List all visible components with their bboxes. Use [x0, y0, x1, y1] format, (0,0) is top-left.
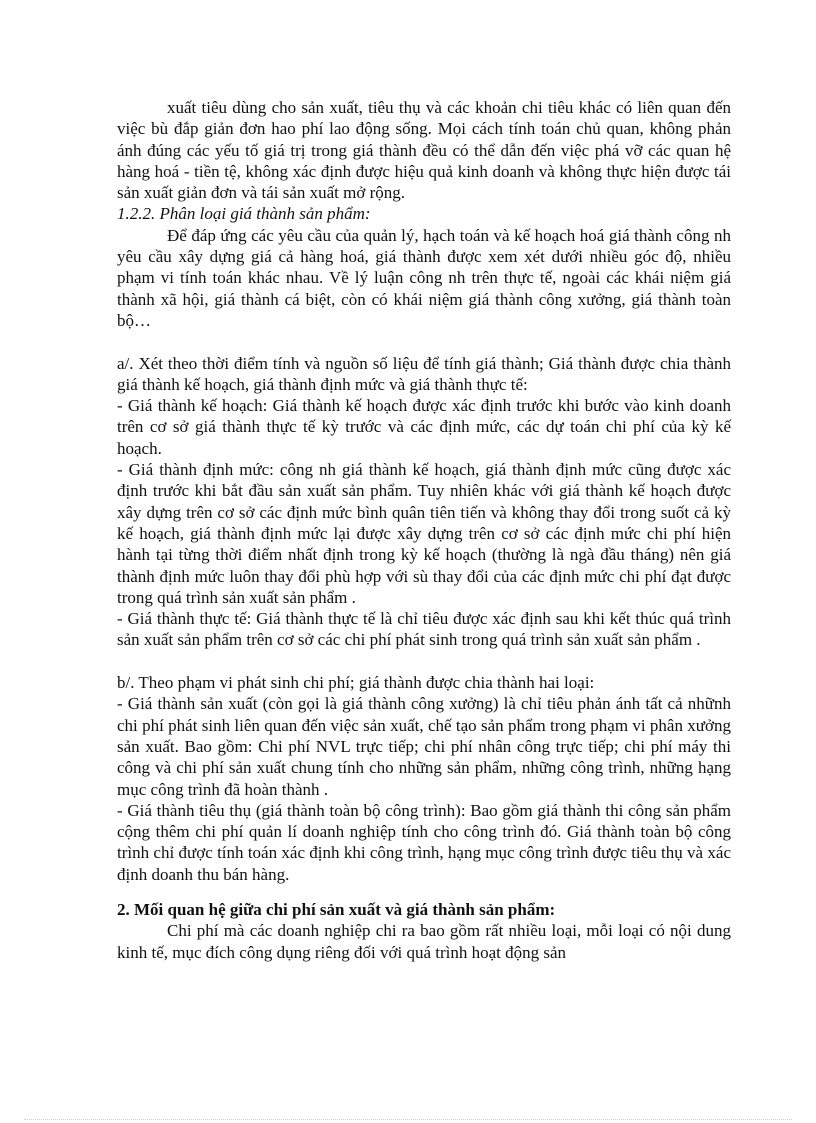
- paragraph-b-scope: b/. Theo phạm vi phát sinh chi phí; giá thành được chia thành hai loại:: [117, 673, 595, 693]
- page-bottom-divider: [24, 1119, 792, 1120]
- paragraph-normative-cost: - Giá thành định mức: công nh giá thành kế hoạch, giá thành định mức cũng được xác định trước khi bắt đầu sản xuất sản phẩm. Tuy nhiên khác với giá thành kế hoạch được xây dựng trên cơ sở các định mức bình quân tiên tiến và không thay đổi trong suốt cả kỳ kế hoạch, giá thành định mức lại được xây dựng trên cơ sở các định mức chi phí hiện hành tại từng thời điểm nhất định trong kỳ kế hoạch (thường là ngà đầu tháng) nên giá thành định mức luôn thay đổi phù hợp với sù thay đổi của các định mức chi phí đạt được trong quá trình sản xuất sản phẩm .: [117, 460, 731, 607]
- paragraph-planned-cost: - Giá thành kế hoạch: Giá thành kế hoạch được xác định trước khi bước vào kinh doanh trên cơ sở giá thành thực tế kỳ trước và các định mức, các dự toán chi phí của kỳ kế hoạch.: [117, 396, 731, 458]
- paragraph-classification-intro: Để đáp ứng các yêu cầu của quản lý, hạch toán và kế hoạch hoá giá thành công nh yêu cầu xây dựng giá cả hàng hoá, giá thành được xem xét dưới nhiều góc độ, nhiều phạm vi tính toán khác nhau. Về lý luận công nh trên thực tế, ngoài các khái niệm giá thành xã hội, giá thành cá biệt, còn có khái niệm giá thành công xưởng, giá thành toàn bộ…: [117, 225, 731, 330]
- blank-line: [117, 651, 731, 672]
- paragraph-relationship-intro: Chi phí mà các doanh nghiệp chi ra bao gồm rất nhiều loại, mỗi loại có nội dung kinh tế, mục đích công dụng riêng đối với quá trình hoạt động sản: [117, 921, 731, 962]
- blank-line: [117, 331, 731, 352]
- paragraph-actual-cost: - Giá thành thực tế: Giá thành thực tế là chỉ tiêu được xác định sau khi kết thúc quá trình sản xuất sản phẩm trên cơ sở các chi phí phát sinh trong quá trình sản xuất sản phẩm .: [117, 609, 731, 650]
- section-heading-1-2-2: 1.2.2. Phân loại giá thành sản phẩm:: [117, 204, 371, 224]
- document-page: [117, 97, 731, 963]
- paragraph-production-cost: - Giá thành sản xuất (còn gọi là giá thành công xưởng) là chỉ tiêu phản ánh tất cả nhữnh chi phí phát sinh liên quan đến việc sản xuất, chế tạo sản phẩm trong phạm vi phân xưởng sản xuất. Bao gồm: Chi phí NVL trực tiếp; chi phí nhân công trực tiếp; chi phí máy thi công và chi phí sản xuất chung tính cho những sản phẩm, những công trình, những hạng mục công trình đã hoàn thành .: [117, 694, 731, 799]
- paragraph-a-time-basis: a/. Xét theo thời điểm tính và nguồn số liệu để tính giá thành; Giá thành được chia thành giá thành kế hoạch, giá thành định mức và giá thành thực tế:: [117, 353, 731, 394]
- paragraph-consumption-cost: - Giá thành tiêu thụ (giá thành toàn bộ công trình): Bao gồm giá thành thi công sản phẩm cộng thêm chi phí quản lí doanh nghiệp tính cho công trình đó. Giá thành toàn bộ công trình chỉ được tính toán xác định khi công trình, hạng mục công trình được tiêu thụ và xác định doanh thu bán hàng.: [117, 800, 731, 884]
- paragraph-continuation: xuất tiêu dùng cho sản xuất, tiêu thụ và các khoản chi tiêu khác có liên quan đến việc bù đắp giản đơn hao phí lao động sống. Mọi cách tính toán chủ quan, không phản ánh đúng các yếu tố giá trị trong giá thành đều có thể dẫn đến việc phá vỡ các quan hệ hàng hoá - tiền tệ, không xác định được hiệu quả kinh doanh và không thực hiện được tái sản xuất giản đơn và tái sản xuất mở rộng.: [117, 98, 731, 203]
- section-heading-2: 2. Mối quan hệ giữa chi phí sản xuất và giá thành sản phẩm:: [117, 899, 556, 919]
